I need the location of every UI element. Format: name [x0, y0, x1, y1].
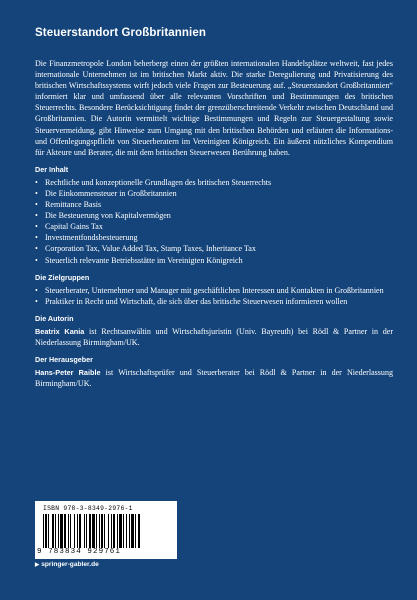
barcode-bar: [68, 514, 69, 548]
barcode-bar: [96, 514, 97, 548]
barcode-bar: [45, 514, 47, 548]
barcode-bar: [111, 514, 112, 548]
bullet-icon: •: [35, 222, 38, 232]
list-item: • Corporation Tax, Value Added Tax, Stamp Taxes, Inheritance Tax: [35, 244, 256, 254]
barcode-bar: [138, 514, 140, 548]
barcode-bar: [64, 514, 66, 548]
barcode-bar: [74, 514, 75, 548]
bullet-icon: •: [35, 188, 38, 198]
barcode-bar: [113, 514, 115, 548]
barcode-number: 9 783834 929761: [37, 548, 122, 556]
bullet-icon: •: [35, 211, 38, 221]
author-bio: [35, 326, 393, 348]
bullet-icon: •: [35, 285, 38, 295]
author-name: Beatrix Kania: [35, 326, 85, 336]
barcode-bar: [70, 514, 71, 548]
list-item: • Steuerlich relevante Betriebsstätte im Vereinigten Königreich: [35, 255, 243, 265]
list-item: • Praktiker in Recht und Wirtschaft, die sich über das britische Steuerwesen informieren wollen: [35, 296, 348, 306]
barcode-bar: [79, 514, 81, 548]
cover-content: [35, 58, 393, 389]
list-item: • Remittance Basis: [35, 200, 102, 210]
list-item: • Investmentfondsbesteuerung: [35, 233, 138, 243]
barcode-bar: [117, 514, 118, 548]
description-paragraph: Die Finanzmetropole London beherbergt einen der größten internationalen Handelsplätze weltweit, fast jedes internationale Unternehmen ist im britischen Markt aktiv. Die starke Deregulierung und Privatisierung des britischen Wirtschaftssystems wirft jedoch viele Fragen zur Besteuerung auf. „Steuerstandort Großbritannien“ informiert klar und umfassend über alle relevanten Vorschriften und Bestimmungen des britischen Steuerrechts. Besondere Berücksichtigung findet der grenzüberschreitende Verkehr zwischen Deutschland und Großbritannien. Die Autorin vermittelt wichtige Bestimmungen und Regeln zur Steuergestaltung sowie Steuervermeidung, gibt Hinweise zum Umgang mit den britischen Behörden und erläutert die Informations- und Offenlegungspflicht von Steuerberatern im Vereinigten Königreich. Ein äußerst nützliches Kompendium für Akteure und Berater, die mit dem britischen Steuerwesen Berührung haben.: [35, 59, 393, 157]
barcode-bar: [55, 514, 56, 548]
barcode-bar: [84, 514, 85, 548]
barcode-bar: [104, 514, 105, 548]
list-item: • Die Einkommensteuer in Großbritannien: [35, 188, 177, 198]
barcode-bar: [58, 514, 59, 548]
arrow-right-icon: ▶: [35, 562, 40, 568]
section-heading-autorin: Die Autorin: [35, 313, 74, 323]
bullet-icon: •: [35, 296, 38, 306]
publisher-website[interactable]: [35, 561, 99, 568]
editor-bio: [35, 367, 393, 389]
barcode-bar: [99, 514, 100, 548]
barcode-icon: [43, 514, 169, 548]
bullet-icon: •: [35, 244, 38, 254]
barcode-bar: [52, 514, 54, 548]
inhalt-list: [35, 177, 393, 266]
list-item: • Capital Gains Tax: [35, 222, 103, 232]
barcode-bar: [108, 514, 109, 548]
barcode-bar: [43, 514, 44, 548]
barcode-bar: [119, 514, 122, 548]
barcode-bar: [135, 514, 136, 548]
barcode-bar: [101, 514, 103, 548]
barcode-bar: [77, 514, 78, 548]
bullet-icon: •: [35, 200, 38, 210]
author-bio-text: ist Rechtsanwältin und Wirtschaftsjuristin (Univ. Bayreuth) bei Rödl & Partner in der Niederlassung Birmingham/UK.: [35, 326, 394, 347]
barcode-bar: [126, 514, 127, 548]
isbn-label: ISBN 978-3-8349-2976-1: [43, 505, 133, 512]
isbn-barcode-box: [35, 501, 177, 559]
barcode-bar: [60, 514, 63, 548]
editor-bio-text: ist Wirtschaftsprüfer und Steuerberater bei Rödl & Partner in der Niederlassung Birmingham/UK.: [35, 367, 393, 389]
bullet-icon: •: [35, 255, 38, 265]
website-label: springer-gabler.de: [41, 561, 99, 568]
bullet-icon: •: [35, 233, 38, 243]
barcode-bar: [129, 514, 130, 548]
section-heading-inhalt: Der Inhalt: [35, 164, 69, 174]
zielgruppen-list: [35, 285, 393, 307]
bullet-icon: •: [35, 177, 38, 187]
book-title: Steuerstandort Großbritannien: [35, 27, 206, 39]
barcode-bar: [48, 514, 49, 548]
section-heading-herausgeber: Der Herausgeber: [35, 354, 93, 364]
editor-name: Hans-Peter Raible: [35, 367, 101, 377]
barcode-bar: [89, 514, 91, 548]
section-heading-zielgruppen: Die Zielgruppen: [35, 272, 90, 282]
barcode-bar: [131, 514, 134, 548]
list-item: • Steuerberater, Unternehmer und Manager mit geschäftlichen Interessen und Kontakten in Großbritannien: [35, 285, 384, 295]
list-item: • Rechtliche und konzeptionelle Grundlagen des britischen Steuerrechts: [35, 177, 272, 187]
barcode-bar: [92, 514, 95, 548]
barcode-bar: [123, 514, 124, 548]
list-item: • Die Besteuerung von Kapitalvermögen: [35, 211, 171, 221]
barcode-bar: [86, 514, 87, 548]
